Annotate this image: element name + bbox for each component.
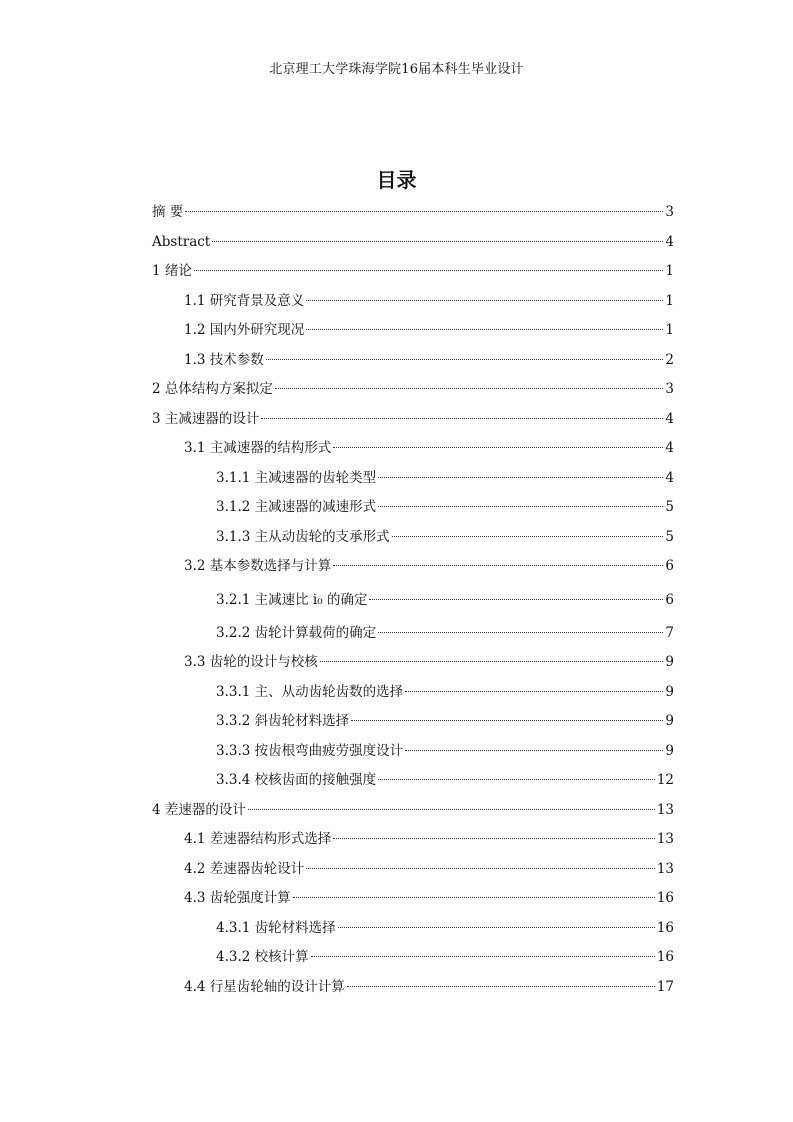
toc-entry-label: 3.2.1 主减速比 i₀ 的确定 — [216, 591, 368, 608]
dot-leader — [347, 985, 655, 987]
dot-leader — [212, 240, 663, 242]
dot-leader — [378, 778, 655, 780]
toc-entry-page-number: 16 — [656, 949, 674, 965]
table-of-contents — [152, 198, 674, 1002]
toc-entry-label: 3.3.2 斜齿轮材料选择 — [216, 713, 350, 729]
toc-entry-label: 摘 要 — [152, 204, 184, 220]
dot-leader — [306, 867, 655, 869]
toc-entry-label: 1.2 国内外研究现况 — [184, 322, 305, 338]
dot-leader — [266, 358, 664, 360]
toc-entry-page-number: 5 — [665, 499, 674, 515]
toc-entry[interactable] — [152, 884, 674, 914]
toc-entry-page-number: 17 — [656, 978, 674, 995]
toc-entry[interactable] — [152, 523, 674, 553]
toc-entry-page-number: 16 — [656, 919, 674, 936]
dot-leader — [378, 631, 663, 633]
toc-entry-label: 3 主减速器的设计 — [152, 410, 260, 427]
toc-entry[interactable] — [152, 855, 674, 885]
dot-leader — [405, 690, 663, 692]
toc-entry[interactable] — [152, 198, 674, 228]
toc-entry-label: 3.2 基本参数选择与计算 — [184, 558, 332, 574]
dot-leader — [338, 926, 655, 928]
toc-entry[interactable] — [152, 405, 674, 435]
toc-entry[interactable] — [152, 346, 674, 376]
dot-leader — [320, 660, 664, 662]
dot-leader — [351, 719, 663, 721]
toc-entry-label: 4.1 差速器结构形式选择 — [184, 831, 332, 847]
toc-entry-page-number: 2 — [665, 351, 674, 368]
toc-entry[interactable] — [152, 825, 674, 855]
dot-leader — [392, 535, 664, 537]
toc-entry[interactable] — [152, 707, 674, 737]
toc-entry-page-number: 4 — [665, 233, 674, 250]
toc-entry-label: Abstract — [152, 233, 211, 250]
toc-entry[interactable] — [152, 287, 674, 317]
toc-entry-page-number: 13 — [656, 831, 674, 847]
toc-entry-page-number: 4 — [665, 410, 674, 427]
toc-entry[interactable] — [152, 766, 674, 796]
toc-entry[interactable] — [152, 678, 674, 708]
toc-entry-label: 4 差速器的设计 — [152, 801, 246, 818]
toc-entry-page-number: 9 — [665, 683, 674, 700]
toc-entry[interactable] — [152, 796, 674, 826]
dot-leader — [306, 328, 663, 330]
dot-leader — [293, 896, 655, 898]
toc-entry-label: 3.1.2 主减速器的减速形式 — [216, 499, 377, 515]
toc-entry-label: 1.1 研究背景及意义 — [184, 292, 305, 309]
toc-entry-page-number: 6 — [665, 558, 674, 574]
toc-entry[interactable] — [152, 316, 674, 346]
toc-entry[interactable] — [152, 464, 674, 494]
toc-entry[interactable] — [152, 914, 674, 944]
toc-entry-page-number: 16 — [656, 890, 674, 906]
toc-entry[interactable] — [152, 648, 674, 678]
toc-entry-page-number: 4 — [665, 469, 674, 486]
toc-entry-label: 4.2 差速器齿轮设计 — [184, 860, 305, 877]
toc-entry-label: 3.3 齿轮的设计与校核 — [184, 654, 318, 670]
toc-entry-label: 1 绪论 — [152, 263, 192, 279]
toc-entry-label: 4.3.1 齿轮材料选择 — [216, 919, 336, 936]
dot-leader — [378, 505, 663, 507]
dot-leader — [261, 417, 663, 419]
toc-entry[interactable] — [152, 973, 674, 1003]
toc-entry-page-number: 3 — [665, 204, 674, 220]
toc-entry[interactable] — [152, 943, 674, 973]
toc-entry[interactable] — [152, 434, 674, 464]
toc-entry-page-number: 5 — [665, 528, 674, 545]
toc-entry[interactable] — [152, 257, 674, 287]
dot-leader — [405, 749, 663, 751]
dot-leader — [333, 446, 663, 448]
toc-entry-page-number: 9 — [665, 742, 674, 759]
toc-entry-page-number: 1 — [665, 322, 674, 338]
toc-title: 目录 — [376, 168, 417, 192]
dot-leader — [185, 210, 663, 212]
toc-entry-page-number: 9 — [665, 713, 674, 729]
dot-leader — [275, 387, 664, 389]
toc-entry[interactable] — [152, 493, 674, 523]
toc-entry-page-number: 13 — [656, 860, 674, 877]
toc-entry-page-number: 13 — [656, 801, 674, 818]
toc-entry[interactable] — [152, 552, 674, 582]
dot-leader — [311, 955, 655, 957]
toc-entry-label: 3.1.3 主从动齿轮的支承形式 — [216, 528, 390, 545]
toc-entry[interactable] — [152, 619, 674, 649]
toc-entry-label: 3.1.1 主减速器的齿轮类型 — [216, 469, 377, 486]
toc-entry[interactable] — [152, 228, 674, 258]
dot-leader — [333, 564, 663, 566]
dot-leader — [306, 299, 663, 301]
toc-entry-page-number: 7 — [665, 624, 674, 641]
toc-entry-label: 3.3.3 按齿根弯曲疲劳强度设计 — [216, 742, 404, 759]
dot-leader — [369, 598, 663, 600]
toc-entry-page-number: 6 — [665, 591, 674, 608]
toc-entry-label: 3.3.1 主、从动齿轮齿数的选择 — [216, 683, 404, 700]
dot-leader — [194, 269, 664, 271]
toc-entry-label: 3.1 主减速器的结构形式 — [184, 440, 332, 456]
toc-entry-label: 1.3 技术参数 — [184, 351, 264, 368]
dot-leader — [378, 476, 663, 478]
dot-leader — [333, 837, 655, 839]
toc-entry-label: 4.3 齿轮强度计算 — [184, 890, 291, 906]
toc-entry-page-number: 1 — [665, 263, 674, 279]
toc-entry[interactable] — [152, 737, 674, 767]
toc-entry-label: 2 总体结构方案拟定 — [152, 381, 273, 397]
toc-entry-page-number: 3 — [665, 381, 674, 397]
toc-entry[interactable] — [152, 582, 674, 619]
toc-entry-page-number: 12 — [656, 772, 674, 788]
toc-entry[interactable] — [152, 375, 674, 405]
toc-entry-page-number: 1 — [665, 292, 674, 309]
toc-entry-label: 3.3.4 校核齿面的接触强度 — [216, 772, 377, 788]
page-header: 北京理工大学珠海学院16届本科生毕业设计 — [269, 62, 524, 77]
toc-entry-label: 3.2.2 齿轮计算载荷的确定 — [216, 624, 377, 641]
toc-entry-page-number: 4 — [665, 440, 674, 456]
dot-leader — [248, 808, 655, 810]
toc-entry-label: 4.4 行星齿轮轴的设计计算 — [184, 978, 345, 995]
toc-entry-page-number: 9 — [665, 654, 674, 670]
toc-entry-label: 4.3.2 校核计算 — [216, 949, 309, 965]
